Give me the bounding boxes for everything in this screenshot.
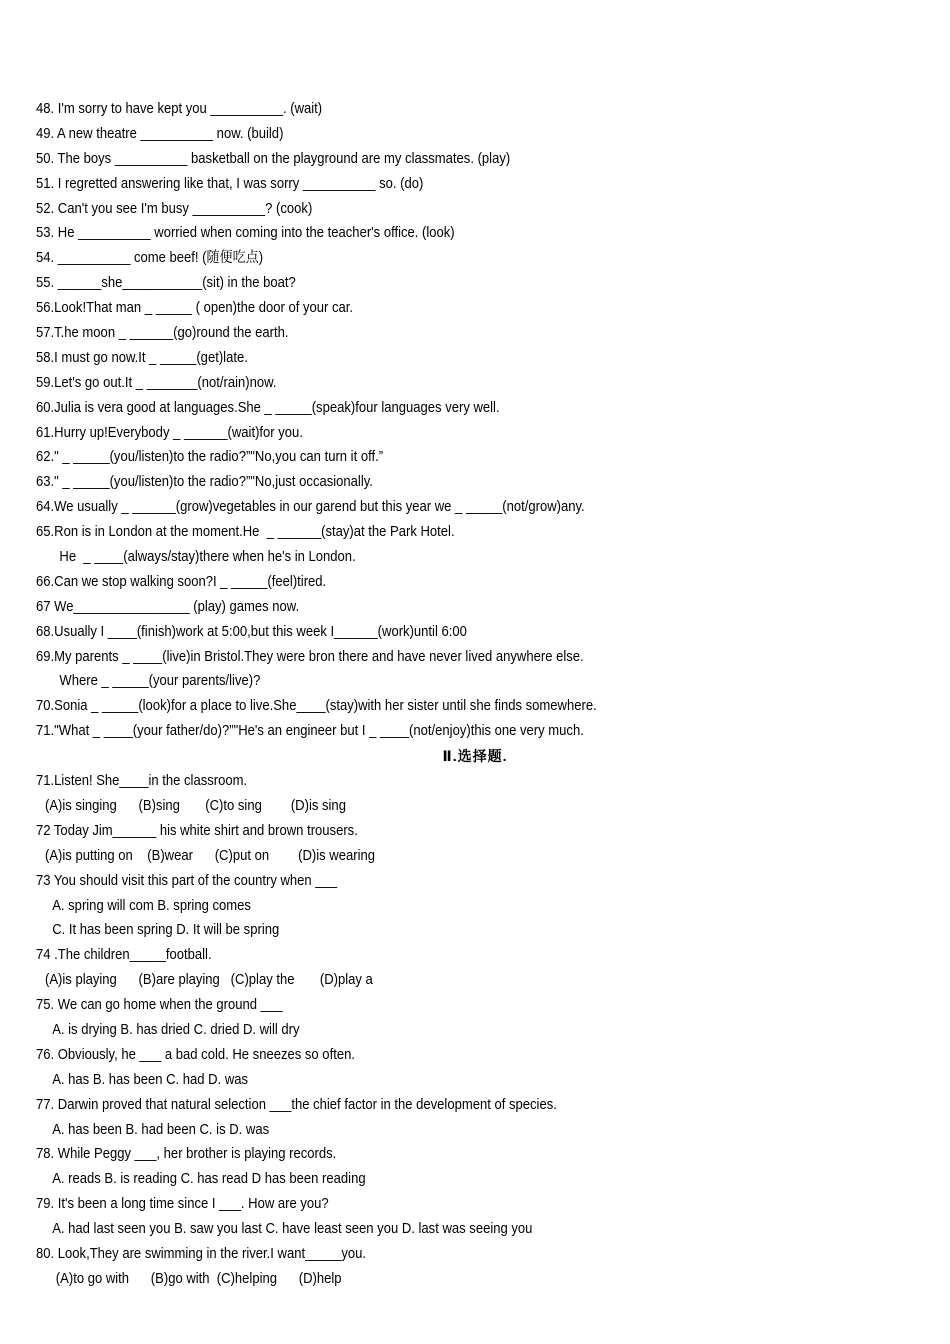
answer-options-line: A. spring will com B. spring comes bbox=[52, 897, 251, 914]
question-line: 55. ______she___________(sit) in the boat? bbox=[36, 275, 296, 292]
question-line: 61.Hurry up!Everybody _ ______(wait)for you. bbox=[36, 424, 303, 441]
answer-options-line: A. is drying B. has dried C. dried D. will dry bbox=[52, 1021, 300, 1038]
question-line: 78. While Peggy ___, her brother is playing records. bbox=[36, 1146, 337, 1163]
answer-options-line: A. had last seen you B. saw you last C. have least seen you D. last was seeing you bbox=[52, 1221, 533, 1238]
question-line: 70.Sonia _ _____(look)for a place to live.She____(stay)with her sister until she finds somewhere. bbox=[36, 698, 597, 715]
multiple-choice-section bbox=[0, 769, 950, 1292]
question-line: 48. I'm sorry to have kept you __________. (wait) bbox=[36, 101, 323, 117]
question-line: 66.Can we stop walking soon?I _ _____(feel)tired. bbox=[36, 573, 327, 590]
question-line: 56.Look!That man _ _____ ( open)the door of your car. bbox=[36, 300, 354, 317]
question-line: 72 Today Jim______ his white shirt and brown trousers. bbox=[36, 822, 358, 839]
question-line: 75. We can go home when the ground ___ bbox=[36, 997, 283, 1014]
question-line: 68.Usually I ____(finish)work at 5:00,but this week I______(work)until 6:00 bbox=[36, 623, 467, 640]
question-line: 60.Julia is vera good at languages.She _ _____(speak)four languages very well. bbox=[36, 399, 500, 416]
question-line: 80. Look,They are swimming in the river.I want_____you. bbox=[36, 1245, 367, 1262]
answer-options-line: (A)is putting on (B)wear (C)put on (D)is wearing bbox=[45, 847, 375, 864]
question-line: 51. I regretted answering like that, I was sorry __________ so. (do) bbox=[36, 175, 424, 192]
section-heading-multiple-choice: Ⅱ.选择题. bbox=[442, 748, 508, 765]
answer-options-line: (A)is singing (B)sing (C)to sing (D)is sing bbox=[45, 797, 346, 814]
question-line: 50. The boys __________ basketball on the playground are my classmates. (play) bbox=[36, 150, 511, 167]
fill-in-section bbox=[0, 97, 950, 744]
answer-options-line: A. has B. has been C. had D. was bbox=[52, 1071, 249, 1088]
answer-options-line: (A)is playing (B)are playing (C)play the (D)play a bbox=[45, 972, 373, 989]
question-line: 63." _ _____(you/listen)to the radio?”"No,just occasionally. bbox=[36, 474, 373, 491]
question-line: 73 You should visit this part of the country when ___ bbox=[36, 872, 338, 889]
question-continuation-line: Where _ _____(your parents/live)? bbox=[59, 673, 261, 690]
question-line: 76. Obviously, he ___ a bad cold. He sneezes so often. bbox=[36, 1046, 355, 1063]
question-line: 71.Listen! She____in the classroom. bbox=[36, 773, 248, 790]
question-line: 67 We________________ (play) games now. bbox=[36, 598, 300, 615]
question-line: 71."What _ ____(your father/do)?”"He's an engineer but I _ ____(not/enjoy)this one very much. bbox=[36, 723, 584, 740]
question-line: 52. Can't you see I'm busy __________? (cook) bbox=[36, 200, 313, 217]
question-line: 74 .The children_____football. bbox=[36, 947, 212, 964]
question-line: 49. A new theatre __________ now. (build) bbox=[36, 125, 284, 142]
answer-options-line: A. reads B. is reading C. has read D has been reading bbox=[52, 1171, 366, 1188]
question-line: 62." _ _____(you/listen)to the radio?”"No,you can turn it off.” bbox=[36, 449, 384, 466]
question-line: 53. He __________ worried when coming into the teacher's office. (look) bbox=[36, 225, 455, 242]
question-line: 59.Let's go out.It _ _______(not/rain)now. bbox=[36, 374, 277, 391]
answer-options-line: C. It has been spring D. It will be spring bbox=[52, 922, 280, 939]
question-continuation-line: He _ ____(always/stay)there when he's in London. bbox=[59, 549, 356, 566]
question-line: 54. __________ come beef! (随便吃点) bbox=[36, 250, 264, 267]
question-line: 57.T.he moon _ ______(go)round the earth. bbox=[36, 325, 289, 342]
worksheet-page bbox=[0, 97, 950, 1292]
question-line: 64.We usually _ ______(grow)vegetables in our garend but this year we _ _____(not/grow)any. bbox=[36, 499, 585, 516]
question-line: 79. It's been a long time since I ___. How are you? bbox=[36, 1196, 329, 1213]
answer-options-line: A. has been B. had been C. is D. was bbox=[52, 1121, 270, 1138]
question-line: 58.I must go now.It _ _____(get)late. bbox=[36, 349, 248, 366]
question-line: 69.My parents _ ____(live)in Bristol.They were bron there and have never lived anywhere else. bbox=[36, 648, 584, 665]
question-line: 77. Darwin proved that natural selection ___the chief factor in the development of species. bbox=[36, 1096, 557, 1113]
answer-options-line: (A)to go with (B)go with (C)helping (D)help bbox=[55, 1270, 342, 1287]
question-line: 65.Ron is in London at the moment.He _ ______(stay)at the Park Hotel. bbox=[36, 524, 455, 541]
